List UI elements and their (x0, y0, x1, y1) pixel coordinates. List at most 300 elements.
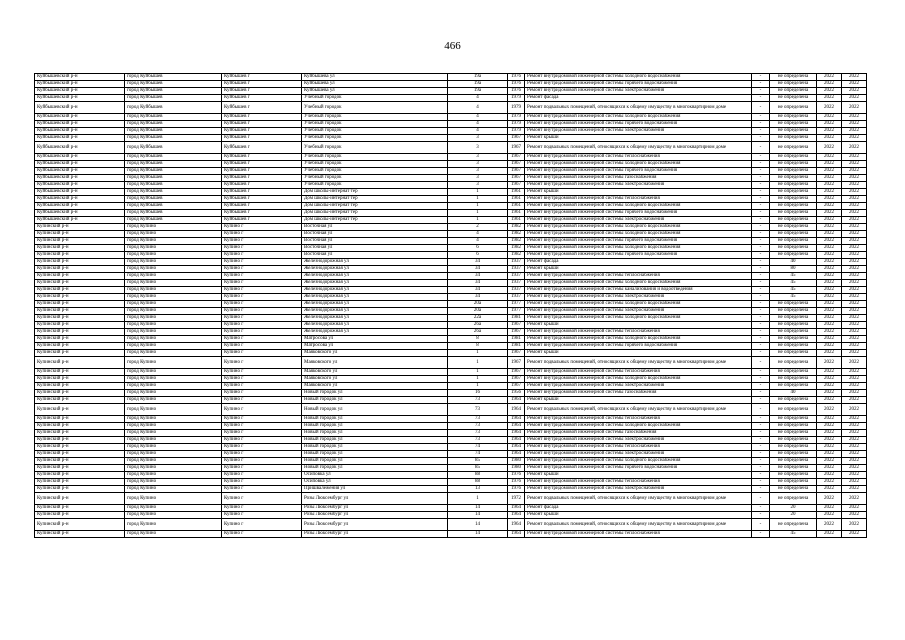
settlement-cell: Купино г (222, 308, 302, 315)
house-number-cell: 3 (448, 142, 508, 154)
table-row (35, 245, 867, 252)
district-cell: Купинский р-н (35, 308, 125, 315)
dash-cell: - (752, 479, 770, 486)
settlement-cell: Купино г (222, 390, 302, 397)
work-type-cell: Ремонт внутридомовой инженерной системы горячего водоснабжения (525, 210, 752, 217)
street-cell: Маяковского ул (302, 350, 448, 357)
dash-cell: - (752, 294, 770, 301)
municipality-cell: город Купино (125, 266, 222, 273)
dash-cell: - (752, 238, 770, 245)
municipality-cell: город Купино (125, 505, 222, 512)
municipality-cell: город Купино (125, 224, 222, 231)
year-start-cell: 2022 (817, 238, 842, 245)
work-type-cell: Ремонт внутридомовой инженерной системы теплоснабжения (525, 154, 752, 161)
table-row (35, 465, 867, 472)
district-cell: Купинский р-н (35, 315, 125, 322)
work-type-cell: Ремонт фасада (525, 259, 752, 266)
year-start-cell: 2022 (817, 512, 842, 519)
cost-cell: не определена (770, 479, 817, 486)
district-cell: Купинский р-н (35, 505, 125, 512)
build-year-cell: 1982 (508, 224, 525, 231)
house-number-cell: 73 (448, 437, 508, 444)
house-number-cell: 74 (448, 451, 508, 458)
table-row (35, 336, 867, 343)
year-start-cell: 2022 (817, 231, 842, 238)
settlement-cell: Купино г (222, 437, 302, 444)
municipality-cell: город Купино (125, 259, 222, 266)
work-type-cell: Ремонт внутридомовой инженерной системы электроснабжения (525, 294, 752, 301)
build-year-cell: 1976 (508, 486, 525, 493)
work-type-cell: Ремонт внутридомовой инженерной системы электроснабжения (525, 486, 752, 493)
district-cell: Купинский р-н (35, 231, 125, 238)
street-cell: Матросова ул (302, 336, 448, 343)
settlement-cell: Купино г (222, 315, 302, 322)
house-number-cell: 73 (448, 423, 508, 430)
table-row (35, 142, 867, 154)
work-type-cell: Ремонт внутридомовой инженерной системы газоснабжения (525, 175, 752, 182)
district-cell: Купинский р-н (35, 266, 125, 273)
table-row (35, 102, 867, 114)
cost-cell: 45 (770, 294, 817, 301)
house-number-cell: 73 (448, 404, 508, 416)
house-number-cell: 4 (448, 121, 508, 128)
district-cell: Купинский р-н (35, 301, 125, 308)
district-cell: Куйбышевский р-н (35, 182, 125, 189)
district-cell: Купинский р-н (35, 259, 125, 266)
settlement-cell: Купино г (222, 458, 302, 465)
house-number-cell: 19а (448, 88, 508, 95)
year-start-cell: 2022 (817, 142, 842, 154)
cost-cell: не определена (770, 301, 817, 308)
work-type-cell: Ремонт внутридомовой инженерной системы электроснабжения (525, 128, 752, 135)
cost-cell: не определена (770, 343, 817, 350)
municipality-cell: город Куйбышев (125, 142, 222, 154)
street-cell: Железнодорожная ул (302, 301, 448, 308)
cost-cell: не определена (770, 217, 817, 224)
build-year-cell: 1967 (508, 161, 525, 168)
cost-cell: не определена (770, 161, 817, 168)
table-row (35, 217, 867, 224)
cost-cell: не определена (770, 231, 817, 238)
house-number-cell: 3 (448, 154, 508, 161)
year-start-cell: 2022 (817, 81, 842, 88)
year-start-cell: 2022 (817, 154, 842, 161)
house-number-cell: 1 (448, 350, 508, 357)
dash-cell: - (752, 350, 770, 357)
street-cell: Учебный городок (302, 168, 448, 175)
settlement-cell: Купино г (222, 357, 302, 369)
settlement-cell: Купино г (222, 224, 302, 231)
district-cell: Купинский р-н (35, 404, 125, 416)
build-year-cell: 1964 (508, 512, 525, 519)
district-cell: Куйбышевский р-н (35, 128, 125, 135)
year-end-cell: 2022 (842, 397, 867, 404)
municipality-cell: город Купино (125, 231, 222, 238)
build-year-cell: 1976 (508, 472, 525, 479)
dash-cell: - (752, 308, 770, 315)
settlement-cell: Куйбышев г (222, 161, 302, 168)
municipality-cell: город Куйбышев (125, 74, 222, 81)
settlement-cell: Купино г (222, 486, 302, 493)
work-type-cell: Ремонт внутридомовой инженерной системы теплоснабжения (525, 531, 752, 538)
year-end-cell: 2022 (842, 287, 867, 294)
table-row (35, 95, 867, 102)
district-cell: Купинский р-н (35, 336, 125, 343)
year-end-cell: 2022 (842, 357, 867, 369)
build-year-cell: 1979 (508, 121, 525, 128)
table-row (35, 81, 867, 88)
dash-cell: - (752, 74, 770, 81)
district-cell: Купинский р-н (35, 273, 125, 280)
street-cell: Железнодорожная ул (302, 280, 448, 287)
street-cell: Дом школы-интернат тер (302, 210, 448, 217)
table-row (35, 203, 867, 210)
year-end-cell: 2022 (842, 451, 867, 458)
year-start-cell: 2022 (817, 95, 842, 102)
street-cell: Восточная ул (302, 245, 448, 252)
table-row (35, 294, 867, 301)
build-year-cell: 1981 (508, 336, 525, 343)
district-cell: Куйбышевский р-н (35, 88, 125, 95)
dash-cell: - (752, 245, 770, 252)
dash-cell: - (752, 266, 770, 273)
table-row (35, 168, 867, 175)
year-end-cell: 2022 (842, 114, 867, 121)
district-cell: Купинский р-н (35, 444, 125, 451)
municipality-cell: город Купино (125, 369, 222, 376)
year-end-cell: 2022 (842, 182, 867, 189)
year-end-cell: 2022 (842, 128, 867, 135)
year-start-cell: 2022 (817, 168, 842, 175)
house-number-cell: 34 (448, 294, 508, 301)
municipality-cell: город Купино (125, 397, 222, 404)
work-type-cell: Ремонт подвальных помещений, относящихся к общему имуществу в многоквартирном доме (525, 102, 752, 114)
street-cell: Железнодорожная ул (302, 259, 448, 266)
municipality-cell: город Купино (125, 531, 222, 538)
municipality-cell: город Купино (125, 322, 222, 329)
work-type-cell: Ремонт внутридомовой инженерной системы холодного водоснабжения (525, 245, 752, 252)
cost-cell: не определена (770, 383, 817, 390)
street-cell: Розы Люксембург ул (302, 519, 448, 531)
settlement-cell: Купино г (222, 444, 302, 451)
build-year-cell: 1937 (508, 273, 525, 280)
cost-cell: не определена (770, 451, 817, 458)
year-start-cell: 2022 (817, 444, 842, 451)
house-number-cell: 1 (448, 203, 508, 210)
table-row (35, 189, 867, 196)
build-year-cell: 1982 (508, 245, 525, 252)
cost-cell: не определена (770, 430, 817, 437)
year-start-cell: 2022 (817, 505, 842, 512)
year-end-cell: 2022 (842, 465, 867, 472)
district-cell: Куйбышевский р-н (35, 175, 125, 182)
house-number-cell: 4 (448, 238, 508, 245)
dash-cell: - (752, 196, 770, 203)
dash-cell: - (752, 252, 770, 259)
year-start-cell: 2022 (817, 252, 842, 259)
cost-cell: не определена (770, 102, 817, 114)
year-start-cell: 2022 (817, 175, 842, 182)
municipality-cell: город Куйбышев (125, 95, 222, 102)
build-year-cell: 1980 (508, 458, 525, 465)
work-type-cell: Ремонт подвальных помещений, относящихся к общему имуществу в многоквартирном доме (525, 142, 752, 154)
build-year-cell: 1967 (508, 322, 525, 329)
house-number-cell: 6 (448, 252, 508, 259)
cost-cell: 20 (770, 512, 817, 519)
year-start-cell: 2022 (817, 479, 842, 486)
work-type-cell: Ремонт внутридомовой инженерной системы газоснабжения (525, 390, 752, 397)
cost-cell: 45 (770, 273, 817, 280)
municipality-cell: город Купино (125, 376, 222, 383)
cost-cell: не определена (770, 182, 817, 189)
dash-cell: - (752, 259, 770, 266)
settlement-cell: Куйбышев г (222, 142, 302, 154)
year-end-cell: 2022 (842, 102, 867, 114)
cost-cell: 40 (770, 259, 817, 266)
dash-cell: - (752, 423, 770, 430)
year-start-cell: 2022 (817, 329, 842, 336)
settlement-cell: Куйбышев г (222, 121, 302, 128)
street-cell: Новый городок ул (302, 390, 448, 397)
settlement-cell: Купино г (222, 238, 302, 245)
cost-cell: не определена (770, 350, 817, 357)
district-cell: Куйбышевский р-н (35, 168, 125, 175)
build-year-cell: 1967 (508, 168, 525, 175)
cost-cell: не определена (770, 196, 817, 203)
year-end-cell: 2022 (842, 252, 867, 259)
dash-cell: - (752, 217, 770, 224)
table-row (35, 505, 867, 512)
district-cell: Купинский р-н (35, 458, 125, 465)
district-cell: Купинский р-н (35, 437, 125, 444)
house-number-cell: 22а (448, 315, 508, 322)
work-type-cell: Ремонт крыши (525, 189, 752, 196)
cost-cell: не определена (770, 336, 817, 343)
cost-cell: не определена (770, 329, 817, 336)
house-number-cell: 1 (448, 376, 508, 383)
year-start-cell: 2022 (817, 287, 842, 294)
work-type-cell: Ремонт внутридомовой инженерной системы теплоснабжения (525, 273, 752, 280)
house-number-cell: 19а (448, 74, 508, 81)
house-number-cell: 2 (448, 224, 508, 231)
house-number-cell: 4 (448, 114, 508, 121)
build-year-cell: 1982 (508, 252, 525, 259)
municipality-cell: город Купино (125, 343, 222, 350)
house-number-cell: 26а (448, 322, 508, 329)
build-year-cell: 1937 (508, 287, 525, 294)
municipality-cell: город Купино (125, 423, 222, 430)
build-year-cell: 1979 (508, 95, 525, 102)
work-type-cell: Ремонт внутридомовой инженерной системы холодного водоснабжения (525, 161, 752, 168)
dash-cell: - (752, 88, 770, 95)
settlement-cell: Купино г (222, 512, 302, 519)
year-end-cell: 2022 (842, 168, 867, 175)
build-year-cell: 1964 (508, 519, 525, 531)
house-number-cell: 1 (448, 210, 508, 217)
house-number-cell: 1 (448, 369, 508, 376)
work-type-cell: Ремонт внутридомовой инженерной системы теплоснабжения (525, 329, 752, 336)
cost-cell: не определена (770, 189, 817, 196)
settlement-cell: Купино г (222, 479, 302, 486)
build-year-cell: 1976 (508, 74, 525, 81)
settlement-cell: Куйбышев г (222, 168, 302, 175)
district-cell: Купинский р-н (35, 280, 125, 287)
year-end-cell: 2022 (842, 376, 867, 383)
cost-cell: 45 (770, 280, 817, 287)
dash-cell: - (752, 121, 770, 128)
year-end-cell: 2022 (842, 322, 867, 329)
street-cell: Учебный городок (302, 114, 448, 121)
street-cell: Новый городок ул (302, 416, 448, 423)
build-year-cell: 1961 (508, 196, 525, 203)
year-end-cell: 2022 (842, 423, 867, 430)
district-cell: Купинский р-н (35, 493, 125, 505)
cost-cell: не определена (770, 376, 817, 383)
cost-cell: 80 (770, 266, 817, 273)
house-number-cell: 26а (448, 329, 508, 336)
cost-cell: не определена (770, 224, 817, 231)
house-number-cell: 8 (448, 343, 508, 350)
settlement-cell: Купино г (222, 519, 302, 531)
street-cell: Осиповка ул (302, 479, 448, 486)
street-cell: Учебный городок (302, 95, 448, 102)
build-year-cell: 1977 (508, 308, 525, 315)
house-number-cell: 20а (448, 301, 508, 308)
year-start-cell: 2022 (817, 161, 842, 168)
street-cell: Матросова ул (302, 343, 448, 350)
cost-cell: не определена (770, 95, 817, 102)
municipality-cell: город Купино (125, 486, 222, 493)
work-type-cell: Ремонт внутридомовой инженерной системы холодного водоснабжения (525, 280, 752, 287)
settlement-cell: Куйбышев г (222, 88, 302, 95)
build-year-cell: 1980 (508, 465, 525, 472)
year-end-cell: 2022 (842, 189, 867, 196)
municipality-cell: город Купино (125, 350, 222, 357)
municipality-cell: город Купино (125, 308, 222, 315)
dash-cell: - (752, 512, 770, 519)
cost-cell: не определена (770, 472, 817, 479)
house-number-cell: 34 (448, 287, 508, 294)
cost-cell: 20 (770, 505, 817, 512)
work-type-cell: Ремонт внутридомовой инженерной системы горячего водоснабжения (525, 81, 752, 88)
house-number-cell: 34 (448, 266, 508, 273)
settlement-cell: Купино г (222, 472, 302, 479)
house-number-cell: 85 (448, 458, 508, 465)
work-type-cell: Ремонт внутридомовой инженерной системы горячего водоснабжения (525, 252, 752, 259)
street-cell: Новый городок ул (302, 465, 448, 472)
table-row (35, 322, 867, 329)
municipality-cell: город Купино (125, 437, 222, 444)
settlement-cell: Куйбышев г (222, 81, 302, 88)
build-year-cell: 1937 (508, 266, 525, 273)
year-start-cell: 2022 (817, 343, 842, 350)
table-row (35, 161, 867, 168)
settlement-cell: Куйбышев г (222, 217, 302, 224)
year-end-cell: 2022 (842, 142, 867, 154)
dash-cell: - (752, 114, 770, 121)
street-cell: Учебный городок (302, 102, 448, 114)
municipality-cell: город Купино (125, 458, 222, 465)
house-number-cell: 4 (448, 231, 508, 238)
table-row (35, 357, 867, 369)
dash-cell: - (752, 102, 770, 114)
year-end-cell: 2022 (842, 512, 867, 519)
house-number-cell: 3 (448, 168, 508, 175)
year-end-cell: 2022 (842, 301, 867, 308)
settlement-cell: Купино г (222, 505, 302, 512)
house-number-cell: 88 (448, 472, 508, 479)
house-number-cell: 73 (448, 397, 508, 404)
build-year-cell: 1964 (508, 531, 525, 538)
table-row (35, 259, 867, 266)
municipality-cell: город Куйбышев (125, 196, 222, 203)
district-cell: Купинский р-н (35, 512, 125, 519)
year-start-cell: 2022 (817, 182, 842, 189)
settlement-cell: Купино г (222, 531, 302, 538)
district-cell: Куйбышевский р-н (35, 154, 125, 161)
table-row (35, 451, 867, 458)
year-start-cell: 2022 (817, 397, 842, 404)
table-row (35, 182, 867, 189)
cost-cell: не определена (770, 437, 817, 444)
year-end-cell: 2022 (842, 217, 867, 224)
table-row (35, 224, 867, 231)
year-end-cell: 2022 (842, 531, 867, 538)
year-end-cell: 2022 (842, 383, 867, 390)
work-type-cell: Ремонт внутридомовой инженерной системы холодного водоснабжения (525, 231, 752, 238)
dash-cell: - (752, 315, 770, 322)
house-number-cell: 1 (448, 217, 508, 224)
municipality-cell: город Купино (125, 479, 222, 486)
settlement-cell: Куйбышев г (222, 196, 302, 203)
house-number-cell: 3 (448, 175, 508, 182)
municipality-cell: город Куйбышев (125, 102, 222, 114)
street-cell: Железнодорожная ул (302, 315, 448, 322)
settlement-cell: Купино г (222, 423, 302, 430)
municipality-cell: город Купино (125, 273, 222, 280)
year-end-cell: 2022 (842, 444, 867, 451)
street-cell: Учебный городок (302, 175, 448, 182)
street-cell: Куйбышева ул (302, 74, 448, 81)
year-end-cell: 2022 (842, 95, 867, 102)
district-cell: Купинский р-н (35, 369, 125, 376)
table-row (35, 458, 867, 465)
year-start-cell: 2022 (817, 383, 842, 390)
district-cell: Купинский р-н (35, 322, 125, 329)
dash-cell: - (752, 531, 770, 538)
settlement-cell: Куйбышев г (222, 203, 302, 210)
work-type-cell: Ремонт подвальных помещений, относящихся к общему имуществу в многоквартирном доме (525, 357, 752, 369)
house-number-cell: 34 (448, 280, 508, 287)
street-cell: Дом школы-интернат тер (302, 217, 448, 224)
street-cell: Новый городок ул (302, 451, 448, 458)
dash-cell: - (752, 273, 770, 280)
work-type-cell: Ремонт внутридомовой инженерной системы электроснабжения (525, 383, 752, 390)
settlement-cell: Куйбышев г (222, 102, 302, 114)
district-cell: Купинский р-н (35, 357, 125, 369)
street-cell: Учебный городок (302, 182, 448, 189)
year-end-cell: 2022 (842, 308, 867, 315)
street-cell: Куйбышева ул (302, 81, 448, 88)
house-number-cell: 13 (448, 486, 508, 493)
year-end-cell: 2022 (842, 74, 867, 81)
settlement-cell: Купино г (222, 383, 302, 390)
district-cell: Купинский р-н (35, 416, 125, 423)
cost-cell: не определена (770, 245, 817, 252)
build-year-cell: 1964 (508, 423, 525, 430)
build-year-cell: 1976 (508, 81, 525, 88)
year-start-cell: 2022 (817, 458, 842, 465)
